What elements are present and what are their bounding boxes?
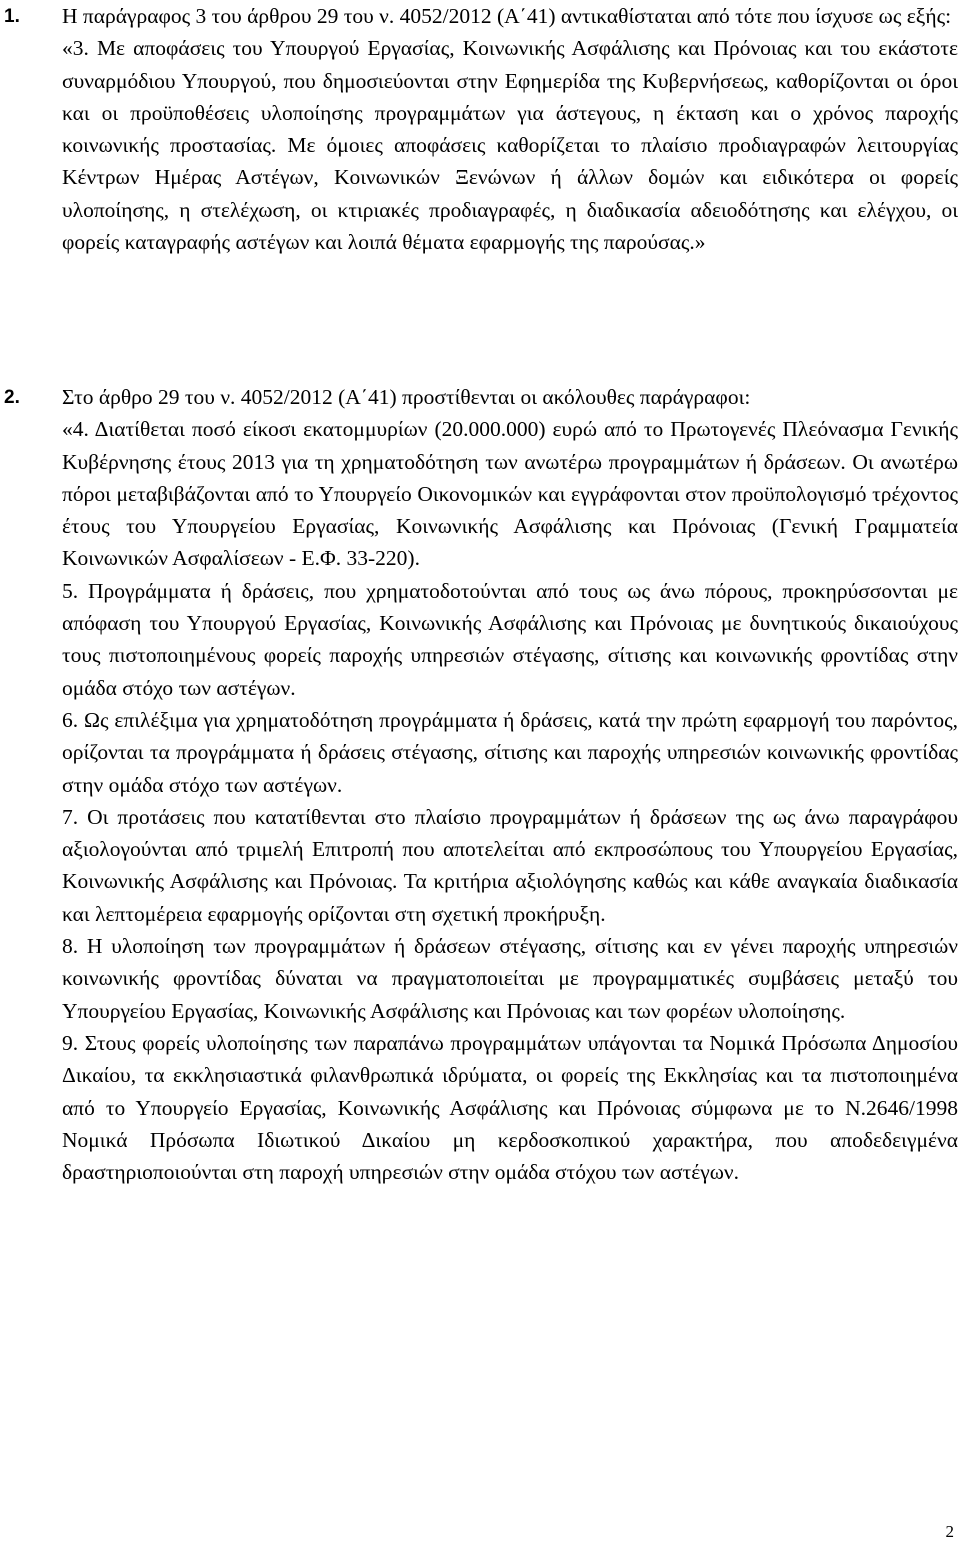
item-body — [62, 381, 958, 1188]
paragraph: «3. Με αποφάσεις του Υπουργού Εργασίας, Κοινωνικής Ασφάλισης και Πρόνοιας και του εκάστοτε συναρμόδιου Υπουργού, που δημοσιεύονται στην Εφημερίδα της Κυβερνήσεως, καθορίζονται οι όροι και οι προϋποθέσεις υλοποίησης προγραμμάτων για άστεγους, η έκταση και ο χρόνος παροχής κοινωνικής προστασίας. Με όμοιες αποφάσεις καθορίζεται το πλαίσιο προδιαγραφών λειτουργίας Κέντρων Ημέρας Αστέγων, Κοινωνικών Ξενώνων ή άλλων δομών και ειδικότερα οι φορείς υλοποίησης, η στελέχωση, οι κτιριακές προδιαγραφές, η διαδικασία αδειοδότησης και ελέγχου, οι φορείς καταγραφής αστέγων και λοιπά θέματα εφαρμογής της παρούσας.» — [62, 36, 958, 255]
item-number: 2. — [4, 387, 20, 408]
list-item-1 — [0, 0, 958, 258]
list-item-2 — [0, 381, 958, 1188]
paragraph: 9. Στους φορείς υλοποίησης των παραπάνω προγραμμάτων υπάγονται τα Νομικά Πρόσωπα Δημοσίου Δικαίου, τα εκκλησιαστικά φιλανθρωπικά ιδρύματα, οι φορείς της Εκκλησίας και τα πιστοποιημένα από το Υπουργείο Εργασίας, Κοινωνικής Ασφάλισης και Πρόνοιας σύμφωνα με το Ν.2646/1998 Νομικά Πρόσωπα Ιδιωτικού Δικαίου μη κερδοσκοπικού χαρακτήρα, που αποδεδειγμένα δραστηριοποιούνται στη παροχή υπηρεσιών στην ομάδα στόχου των αστέγων. — [62, 1030, 958, 1185]
paragraph: Στο άρθρο 29 του ν. 4052/2012 (Α΄41) προστίθενται οι ακόλουθες παράγραφοι: — [62, 385, 751, 409]
paragraph: 5. Προγράμματα ή δράσεις, που χρηματοδοτούνται από τους ως άνω πόρους, προκηρύσσονται με απόφαση του Υπουργού Εργασίας, Κοινωνικής Ασφάλισης και Πρόνοιας με δυνητικούς δικαιούχους τους πιστοποιημένους φορείς παροχής υπηρεσιών στέγασης, σίτισης και κοινωνικής φροντίδας στην ομάδα στόχο των αστέγων. — [62, 578, 958, 700]
item-body — [62, 0, 958, 258]
paragraph: «4. Διατίθεται ποσό είκοσι εκατομμυρίων (20.000.000) ευρώ από το Πρωτογενές Πλεόνασμα Γενικής Κυβέρνησης έτους 2013 για τη χρηματοδότηση των ανωτέρω προγραμμάτων ή δράσεων. Οι ανωτέρω πόροι μεταβιβάζονται από το Υπουργείο Οικονομικών και εγγράφονται στον προϋπολογισμό τρέχοντος έτους του Υπουργείου Εργασίας, Κοινωνικής Ασφάλισης και Πρόνοιας (Γενική Γραμματεία Κοινωνικών Ασφαλίσεων - Ε.Φ. 33-220). — [62, 417, 958, 571]
page-number: 2 — [945, 1522, 954, 1541]
paragraph: 7. Οι προτάσεις που κατατίθενται στο πλαίσιο προγραμμάτων ή δράσεων της ως άνω παραγράφου αξιολογούνται από τριμελή Επιτροπή που αποτελείται από εκπροσώπους του Υπουργείου Εργασίας, Κοινωνικής Ασφάλισης και Πρόνοιας. Τα κριτήρια αξιολόγησης καθώς και κάθε αναγκαία διαδικασία και λεπτομέρεια εφαρμογής ορίζονται στη σχετική προκήρυξη. — [62, 804, 958, 926]
paragraph: 8. Η υλοποίηση των προγραμμάτων ή δράσεων στέγασης, σίτισης και εν γένει παροχής υπηρεσιών κοινωνικής φροντίδας δύναται να πραγματοποιείται με προγραμματικές συμβάσεις μεταξύ του Υπουργείου Εργασίας, Κοινωνικής Ασφάλισης και Πρόνοιας και των φορέων υλοποίησης. — [62, 934, 958, 1023]
paragraph: 6. Ως επιλέξιμα για χρηματοδότηση προγράμματα ή δράσεις, κατά την πρώτη εφαρμογή του παρόντος, ορίζονται τα προγράμματα ή δράσεις στέγασης, σίτισης και παροχής υπηρεσιών κοινωνικής φροντίδας στην ομάδα στόχο των αστέγων. — [62, 707, 958, 797]
item-number: 1. — [4, 6, 20, 27]
paragraph: Η παράγραφος 3 του άρθρου 29 του ν. 4052/2012 (Α΄41) αντικαθίσταται από τότε που ίσχυσε ως εξής: — [62, 4, 952, 28]
